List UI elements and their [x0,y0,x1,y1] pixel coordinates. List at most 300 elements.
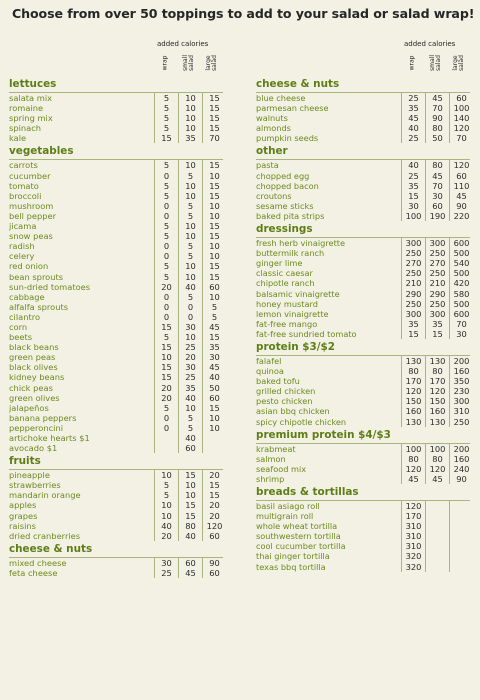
wrap-calories: 5 [155,103,179,113]
wrap-calories: 5 [155,160,179,170]
topping-name: balsamic vinaigrette [256,288,340,299]
small-salad-calories: 10 [179,332,203,342]
table-row [9,181,226,191]
large-salad-calories: 120 [450,160,474,170]
large-salad-calories: 10 [203,292,227,302]
topping-name: kidney beans [9,372,65,383]
table-row [9,191,226,201]
table-row [9,251,226,261]
small-salad-calories [426,541,450,551]
topping-name: fat-free mango [256,318,318,329]
small-salad-calories: 5 [179,413,203,423]
small-salad-calories: 15 [179,500,203,510]
small-salad-calories: 290 [426,289,450,299]
large-salad-calories: 10 [203,251,227,261]
wrap-calories: 5 [155,261,179,271]
table-row [9,372,226,382]
table-row [256,309,473,319]
wrap-calories: 130 [402,417,426,427]
topping-name: chick peas [9,382,53,393]
section [9,143,223,453]
wrap-calories: 300 [402,309,426,319]
small-salad-calories: 25 [179,342,203,352]
large-salad-calories: 500 [450,268,474,278]
section [9,76,223,143]
wrap-calories: 5 [155,93,179,103]
wrap-calories: 160 [402,406,426,416]
table-row [256,521,473,531]
topping-name: lemon vinaigrette [256,308,329,319]
small-salad-calories: 40 [179,531,203,541]
wrap-calories: 45 [402,113,426,123]
table-row [256,191,473,201]
topping-name: green olives [9,392,60,403]
large-salad-calories: 310 [450,406,474,416]
small-salad-calories: 100 [426,444,450,454]
large-salad-calories: 45 [203,322,227,332]
section-title: premium protein $4/$3 [256,428,391,441]
large-salad-calories: 15 [203,490,227,500]
wrap-calories: 0 [155,312,179,322]
page-headline: Choose from over 50 toppings to add to your salad or salad wrap! [12,6,475,21]
table-row [256,386,473,396]
right-sections [256,76,470,572]
left-column [9,40,223,578]
small-salad-calories: 10 [179,123,203,133]
topping-name: pumpkin seeds [256,133,319,144]
wrap-calories: 310 [402,531,426,541]
topping-name: salmon [256,453,286,464]
large-salad-calories: 5 [203,302,227,312]
table-row [256,541,473,551]
small-salad-calories: 40 [179,393,203,403]
wrap-calories: 5 [155,123,179,133]
table-row [256,511,473,521]
wrap-calories: 250 [402,299,426,309]
topping-name: chipotle ranch [256,278,315,289]
large-salad-calories: 50 [203,383,227,393]
small-salad-calories: 80 [426,123,450,133]
small-salad-calories: 35 [179,383,203,393]
wrap-calories: 5 [155,480,179,490]
table-row [9,423,226,433]
table-row [256,417,473,427]
section [9,453,223,541]
small-salad-calories: 10 [179,103,203,113]
wrap-calories: 210 [402,278,426,288]
topping-name: sun-dried tomatoes [9,281,91,292]
topping-name: quinoa [256,366,284,377]
table-row [9,568,226,578]
topping-name: strawberries [9,480,61,491]
small-salad-calories: 60 [426,201,450,211]
topping-name: baked tofu [256,376,300,387]
small-salad-calories: 210 [426,278,450,288]
topping-name: apples [9,500,37,511]
table-row [9,171,226,181]
table-row [256,319,473,329]
topping-name: basil asiago roll [256,501,320,511]
wrap-calories: 15 [155,342,179,352]
large-salad-calories: 15 [203,332,227,342]
topping-table [256,160,473,221]
wrap-calories: 100 [402,444,426,454]
topping-name: radish [9,241,35,252]
topping-table [256,356,473,427]
large-salad-calories: 200 [450,444,474,454]
table-row [9,443,226,453]
topping-name: chopped egg [256,170,310,181]
table-row [9,383,226,393]
large-salad-calories: 10 [203,201,227,211]
small-salad-calories: 45 [426,93,450,103]
small-salad-calories [426,562,450,572]
wrap-calories: 15 [402,329,426,339]
small-salad-calories: 10 [179,93,203,103]
table-row [256,171,473,181]
topping-name: honey mustard [256,298,318,309]
topping-name: spinach [9,123,42,134]
calories-label: added calories [157,40,209,48]
table-row [9,133,226,143]
table-row [256,103,473,113]
topping-name: thai ginger tortilla [256,551,330,562]
column-header-small-salad: small salad [181,55,195,71]
small-salad-calories: 10 [179,191,203,201]
topping-name: pesto chicken [256,396,313,407]
wrap-calories: 15 [155,372,179,382]
large-salad-calories: 420 [450,278,474,288]
large-salad-calories: 140 [450,113,474,123]
table-row [256,113,473,123]
large-salad-calories: 160 [450,366,474,376]
column-header-large-salad: large salad [451,55,465,71]
table-row [9,393,226,403]
wrap-calories: 320 [402,551,426,561]
wrap-calories: 0 [155,171,179,181]
topping-name: fresh herb vinaigrette [256,238,346,249]
table-row [256,299,473,309]
topping-name: classic caesar [256,268,313,279]
large-salad-calories [450,511,474,521]
wrap-calories: 40 [402,160,426,170]
wrap-calories: 15 [155,362,179,372]
small-salad-calories: 80 [426,454,450,464]
table-row [256,501,473,511]
table-row [9,500,226,510]
table-row [9,470,226,480]
table-row [9,342,226,352]
wrap-calories: 0 [155,211,179,221]
topping-name: broccoli [9,190,42,201]
small-salad-calories: 10 [179,113,203,123]
topping-name: krabmeat [256,443,296,454]
wrap-calories: 130 [402,356,426,366]
table-row [9,322,226,332]
topping-name: falafel [256,355,282,366]
table-row [9,103,226,113]
wrap-calories: 25 [402,93,426,103]
wrap-calories [155,443,179,453]
table-row [9,113,226,123]
section [256,76,470,143]
topping-name: walnuts [256,113,288,124]
table-row [256,123,473,133]
table-row [256,278,473,288]
small-salad-calories: 15 [426,329,450,339]
wrap-calories: 5 [155,191,179,201]
large-salad-calories: 30 [450,329,474,339]
large-salad-calories: 45 [203,362,227,372]
table-row [256,474,473,484]
table-row [9,292,226,302]
small-salad-calories: 190 [426,211,450,221]
topping-name: jalapeños [9,402,49,413]
large-salad-calories: 20 [203,511,227,521]
wrap-calories: 80 [402,366,426,376]
large-salad-calories: 60 [203,393,227,403]
wrap-calories: 100 [402,211,426,221]
table-row [256,258,473,268]
large-salad-calories: 10 [203,241,227,251]
wrap-calories: 30 [402,201,426,211]
wrap-calories: 310 [402,541,426,551]
large-salad-calories: 70 [450,319,474,329]
small-salad-calories: 45 [426,171,450,181]
topping-table [256,238,473,339]
large-salad-calories: 60 [203,282,227,292]
wrap-calories: 320 [402,562,426,572]
small-salad-calories [426,501,450,511]
large-salad-calories [450,541,474,551]
topping-name: pasta [256,160,279,171]
wrap-calories: 120 [402,386,426,396]
calories-header [9,40,223,76]
table-row [256,93,473,103]
wrap-calories: 5 [155,113,179,123]
large-salad-calories: 160 [450,454,474,464]
wrap-calories: 40 [402,123,426,133]
wrap-calories: 5 [155,272,179,282]
small-salad-calories: 25 [179,372,203,382]
large-salad-calories: 15 [203,103,227,113]
topping-name: mandarin orange [9,490,81,501]
right-column [256,40,470,572]
column-header-wrap: wrap [161,55,169,71]
topping-name: blue cheese [256,93,306,103]
table-row [256,366,473,376]
table-row [256,464,473,474]
wrap-calories: 20 [155,531,179,541]
small-salad-calories: 40 [179,282,203,292]
large-salad-calories: 15 [203,181,227,191]
small-salad-calories: 10 [179,272,203,282]
wrap-calories: 5 [155,403,179,413]
table-row [9,332,226,342]
large-salad-calories: 90 [203,558,227,568]
large-salad-calories: 90 [450,474,474,484]
large-salad-calories: 15 [203,93,227,103]
table-row [9,211,226,221]
topping-name: cucumber [9,170,51,181]
wrap-calories: 40 [155,521,179,531]
small-salad-calories: 30 [426,191,450,201]
wrap-calories: 10 [155,511,179,521]
small-salad-calories: 80 [179,521,203,531]
small-salad-calories: 5 [179,241,203,251]
topping-name: green peas [9,352,56,363]
table-row [256,160,473,170]
table-row [256,289,473,299]
wrap-calories: 0 [155,423,179,433]
large-salad-calories: 15 [203,191,227,201]
wrap-calories: 15 [402,191,426,201]
small-salad-calories: 5 [179,171,203,181]
large-salad-calories: 240 [450,464,474,474]
small-salad-calories: 60 [179,443,203,453]
small-salad-calories: 270 [426,258,450,268]
small-salad-calories: 20 [179,352,203,362]
wrap-calories: 20 [155,393,179,403]
topping-name: corn [9,321,28,332]
topping-name: jicama [9,221,37,232]
wrap-calories: 300 [402,238,426,248]
table-row [9,413,226,423]
wrap-calories: 80 [402,454,426,464]
small-salad-calories: 45 [426,474,450,484]
topping-name: cool cucumber tortilla [256,541,346,552]
large-salad-calories: 110 [450,181,474,191]
large-salad-calories: 250 [450,417,474,427]
large-salad-calories: 30 [203,352,227,362]
section-title: protein $3/$2 [256,340,336,353]
table-row [9,201,226,211]
topping-name: spring mix [9,113,53,124]
large-salad-calories: 5 [203,312,227,322]
large-salad-calories: 60 [450,171,474,181]
wrap-calories: 5 [155,221,179,231]
large-salad-calories: 15 [203,160,227,170]
large-salad-calories: 15 [203,123,227,133]
small-salad-calories: 45 [179,568,203,578]
large-salad-calories: 500 [450,299,474,309]
topping-name: mushroom [9,200,54,211]
wrap-calories: 250 [402,268,426,278]
large-salad-calories [450,562,474,572]
section-title: dressings [256,223,313,236]
wrap-calories: 15 [155,322,179,332]
table-row [9,231,226,241]
small-salad-calories [426,531,450,541]
wrap-calories: 170 [402,511,426,521]
large-salad-calories: 540 [450,258,474,268]
column-header-large-salad: large salad [204,55,218,71]
section-title: fruits [9,455,41,468]
table-row [9,352,226,362]
wrap-calories: 290 [402,289,426,299]
topping-table [9,558,226,578]
wrap-calories [155,433,179,443]
topping-name: red onion [9,261,49,272]
section [256,427,470,484]
large-salad-calories: 10 [203,423,227,433]
table-row [256,531,473,541]
section [256,484,470,572]
topping-name: multigrain roll [256,511,314,522]
large-salad-calories: 15 [203,403,227,413]
small-salad-calories: 10 [179,490,203,500]
topping-name: salata mix [9,93,53,103]
small-salad-calories: 80 [426,160,450,170]
table-row [256,396,473,406]
topping-name: celery [9,251,35,262]
large-salad-calories: 60 [203,531,227,541]
topping-table [256,501,473,572]
wrap-calories: 170 [402,376,426,386]
small-salad-calories: 10 [179,181,203,191]
small-salad-calories: 90 [426,113,450,123]
wrap-calories: 25 [402,133,426,143]
small-salad-calories: 15 [179,470,203,480]
topping-name: black olives [9,362,58,373]
wrap-calories: 120 [402,501,426,511]
topping-name: carrots [9,160,38,171]
topping-name: cabbage [9,291,45,302]
large-salad-calories: 10 [203,211,227,221]
wrap-calories: 10 [155,500,179,510]
wrap-calories: 250 [402,248,426,258]
topping-name: romaine [9,103,44,114]
table-row [9,531,226,541]
table-row [9,433,226,443]
wrap-calories: 0 [155,413,179,423]
wrap-calories: 10 [155,352,179,362]
table-row [9,272,226,282]
large-salad-calories: 10 [203,171,227,181]
topping-name: asian bbq chicken [256,406,330,417]
small-salad-calories: 0 [179,312,203,322]
topping-name: kale [9,133,27,144]
table-row [9,261,226,271]
wrap-calories: 25 [155,568,179,578]
wrap-calories: 15 [155,133,179,143]
small-salad-calories: 160 [426,406,450,416]
large-salad-calories [203,443,227,453]
topping-name: grapes [9,510,38,521]
section-title: other [256,145,288,158]
wrap-calories: 20 [155,383,179,393]
wrap-calories: 0 [155,292,179,302]
wrap-calories: 0 [155,201,179,211]
topping-table [9,160,226,453]
section-title: cheese & nuts [256,78,340,90]
large-salad-calories: 230 [450,386,474,396]
small-salad-calories: 10 [179,480,203,490]
small-salad-calories: 70 [426,181,450,191]
large-salad-calories: 120 [203,521,227,531]
topping-name: seafood mix [256,463,307,474]
topping-name: alfalfa sprouts [9,301,69,312]
large-salad-calories: 15 [203,113,227,123]
small-salad-calories: 80 [426,366,450,376]
topping-name: feta cheese [9,567,58,578]
wrap-calories: 310 [402,521,426,531]
column-header-wrap: wrap [408,55,416,71]
small-salad-calories: 70 [426,103,450,113]
table-row [256,551,473,561]
large-salad-calories: 600 [450,309,474,319]
table-row [256,133,473,143]
